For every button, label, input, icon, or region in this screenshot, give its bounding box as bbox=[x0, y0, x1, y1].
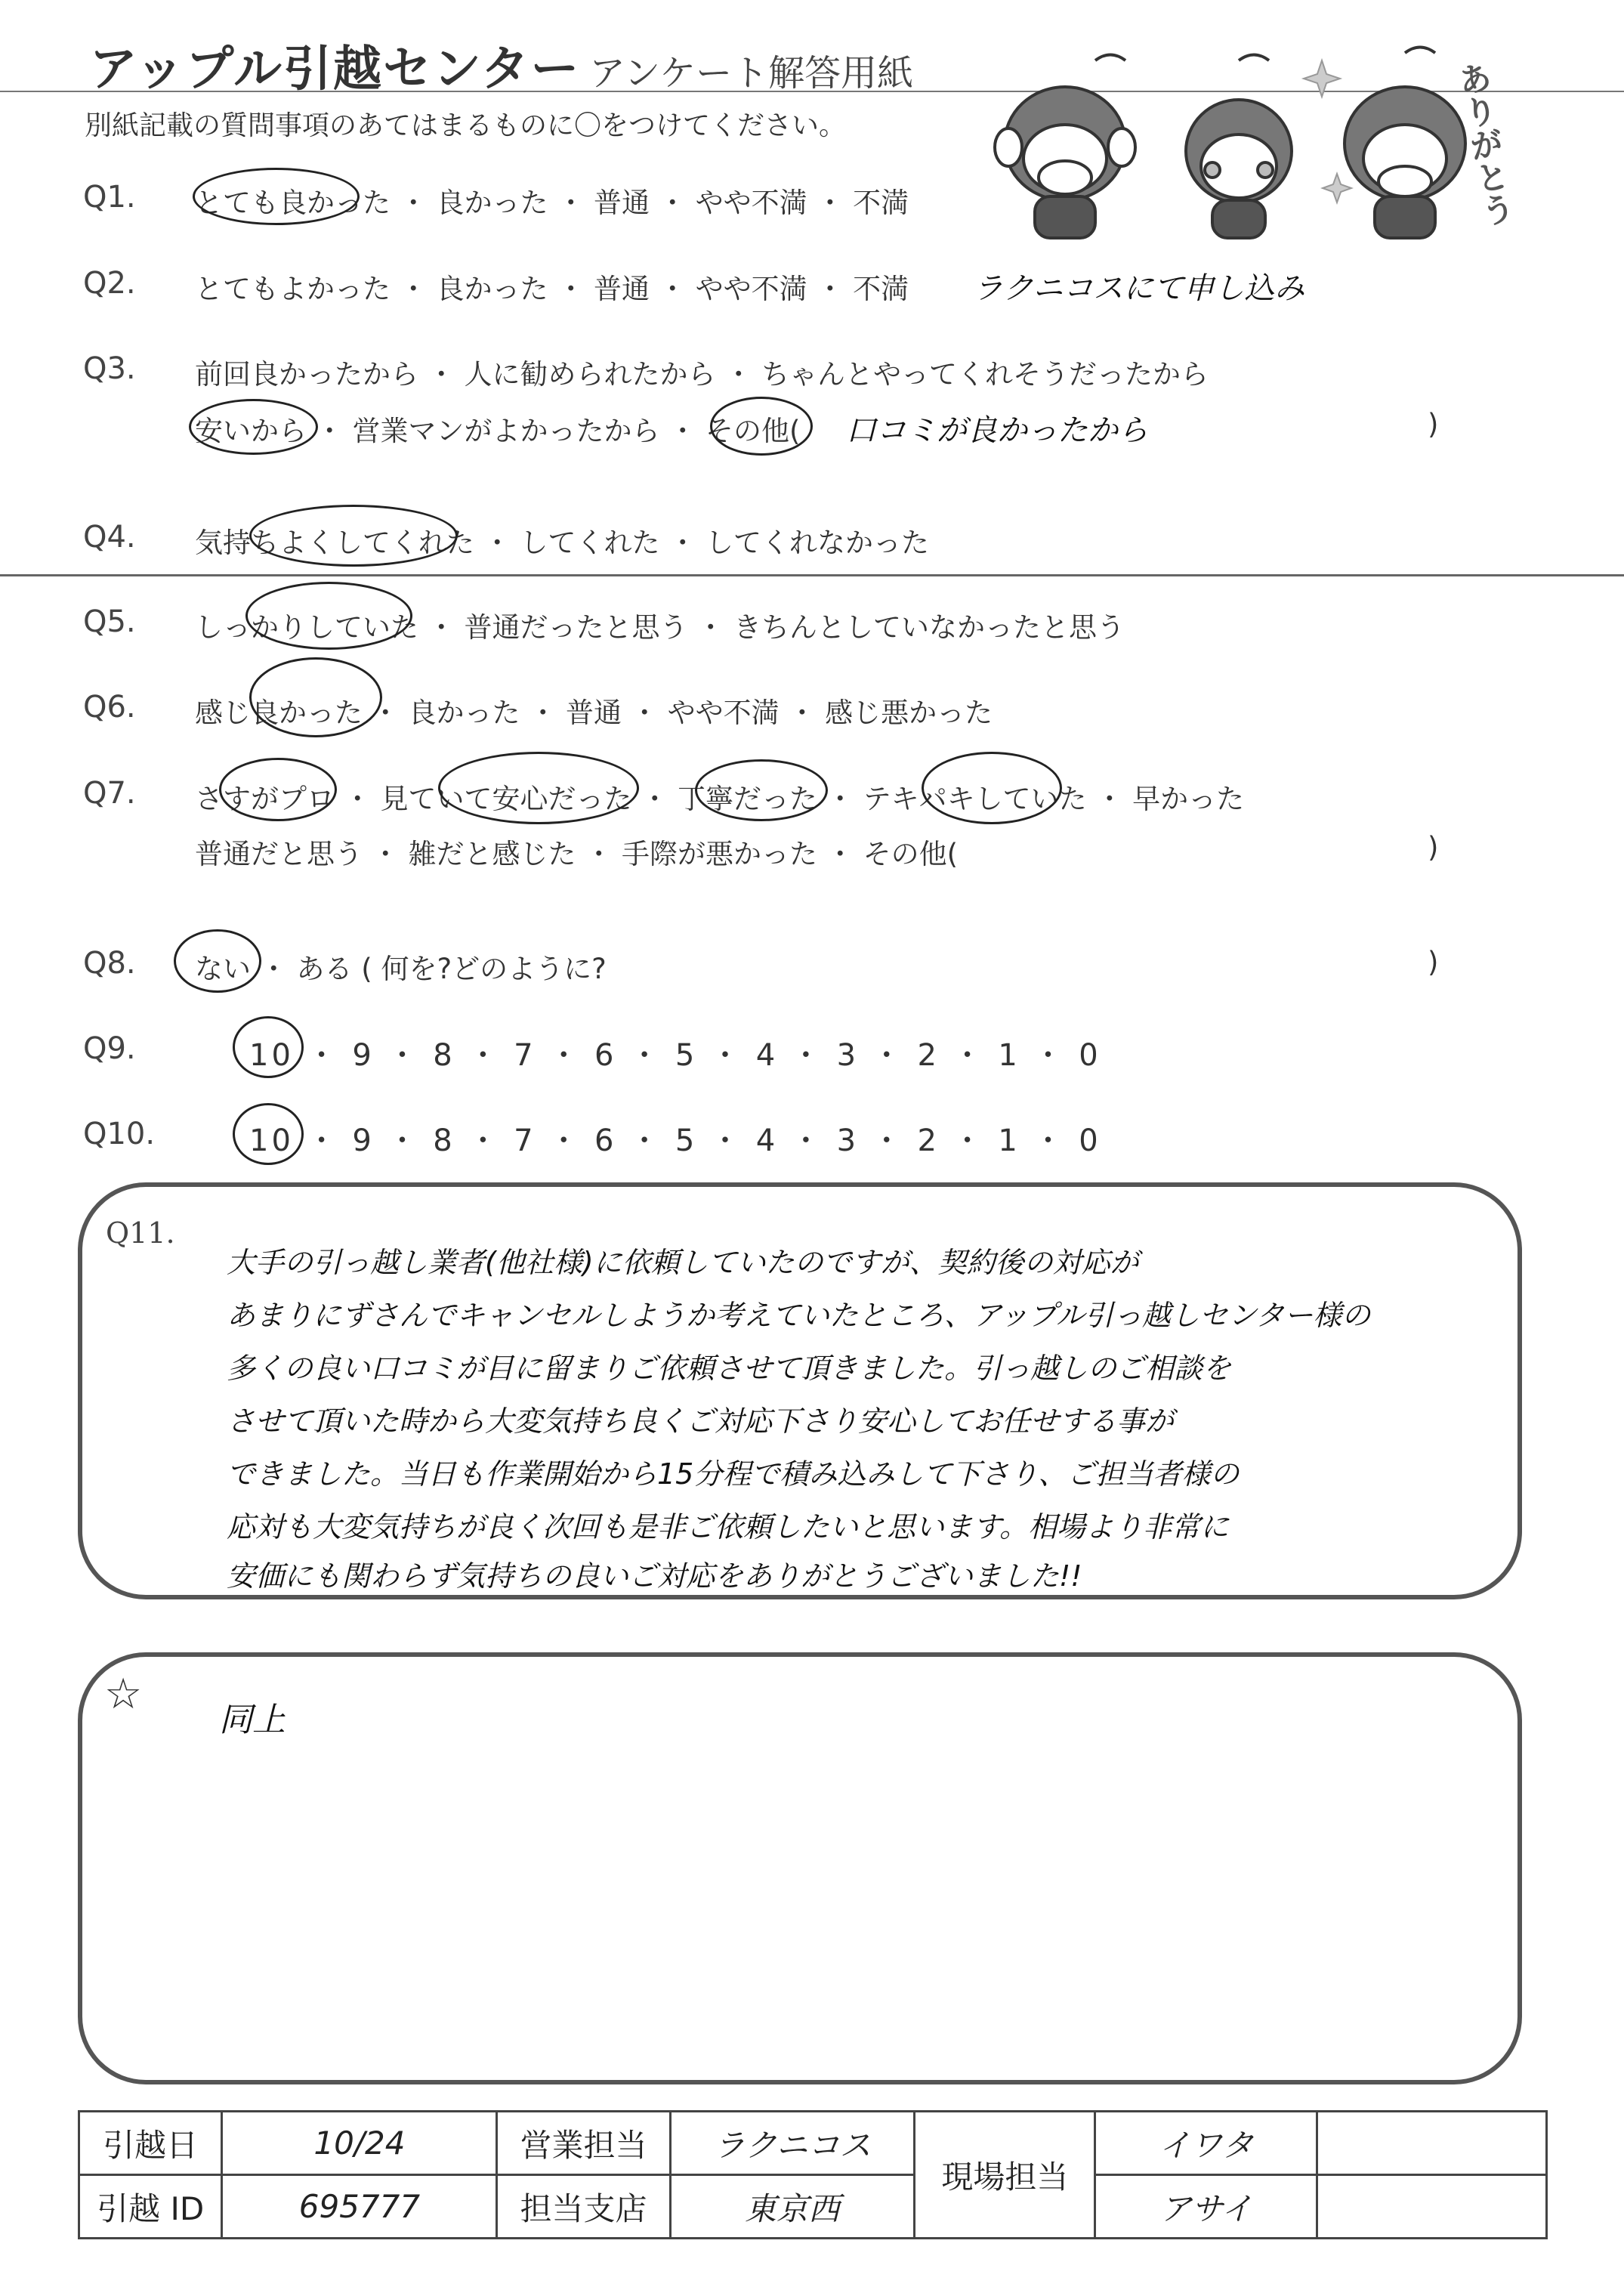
q3-close-paren: ) bbox=[1428, 408, 1439, 440]
q1-label: Q1. bbox=[83, 180, 136, 215]
q8-answer-circle bbox=[174, 929, 261, 993]
q8-close-paren: ) bbox=[1428, 946, 1439, 978]
moving-info-table bbox=[78, 2110, 1548, 2239]
q1-answer-circle bbox=[193, 168, 360, 225]
moving-id-value: 695777 bbox=[222, 2175, 497, 2239]
q4-answer-circle bbox=[249, 505, 458, 567]
q7-answer-circle-4 bbox=[922, 752, 1062, 824]
sales-rep-value: ラクニコス bbox=[670, 2112, 915, 2175]
q6-answer-circle bbox=[249, 657, 382, 737]
q8-options: ない ・ ある ( 何を?どのように? bbox=[195, 953, 607, 985]
q7-options-line2: 普通だと思う ・ 雑だと感じた ・ 手際が悪かった ・ その他( bbox=[195, 838, 959, 870]
q11-comment-line-7: 安価にも関わらず気持ちの良いご対応をありがとうございました!! bbox=[227, 1559, 1082, 1593]
q3-note: 口コミが良かったから bbox=[846, 413, 1148, 448]
q3-answer-circle-1 bbox=[189, 399, 318, 455]
q7-answer-circle-2 bbox=[438, 752, 639, 824]
q11-comment-line-2: あまりにずさんでキャンセルしようか考えていたところ、アップル引っ越しセンター様の bbox=[227, 1299, 1371, 1332]
q9-label: Q9. bbox=[83, 1031, 136, 1066]
q11-comment-line-6: 応対も大変気持ちが良く次回も是非ご依頼したいと思います。相場より非常に bbox=[227, 1510, 1229, 1544]
q3-label: Q3. bbox=[83, 351, 136, 386]
q10-answer-circle bbox=[233, 1103, 304, 1165]
instruction-text: 別紙記載の質問事項のあてはまるものに〇をつけてください。 bbox=[85, 110, 847, 141]
q5-options: しっかりしていた ・ 普通だったと思う ・ きちんとしていなかったと思う bbox=[195, 611, 1125, 644]
q7-options-line1: さすがプロ ・ 見ていて安心だった ・ 丁寧だった ・ テキパキしていた ・ 早かった bbox=[195, 783, 1245, 815]
star-comment-box bbox=[78, 1652, 1522, 2084]
site-staff-label: 現場担当 bbox=[915, 2112, 1095, 2239]
q4-options: 気持ちよくしてくれた ・ してくれた ・ してくれなかった bbox=[195, 527, 930, 559]
q5-answer-circle bbox=[245, 582, 412, 650]
q11-comment-line-1: 大手の引っ越し業者(他社様)に依頼していたのですが、契約後の対応が bbox=[227, 1246, 1139, 1279]
site-staff-value-2: アサイ bbox=[1095, 2175, 1317, 2239]
thanks-badge: ありがとう bbox=[1450, 59, 1517, 230]
company-name: アップル引越センター bbox=[89, 42, 581, 97]
moving-date-label: 引越日 bbox=[79, 2112, 222, 2175]
star-icon: ☆ bbox=[104, 1670, 143, 1719]
empty-cell-top bbox=[1317, 2112, 1547, 2175]
q11-comment-line-5: できました。当日も作業開始から15分程で積み込みして下さり、ご担当者様の bbox=[227, 1457, 1240, 1491]
q7-label: Q7. bbox=[83, 776, 136, 811]
q5-label: Q5. bbox=[83, 604, 136, 639]
q7-close-paren: ) bbox=[1428, 831, 1439, 864]
q3-options-line1: 前回良かったから ・ 人に勧められたから ・ ちゃんとやってくれそうだったから bbox=[195, 358, 1209, 391]
q11-comment-line-4: させて頂いた時から大変気持ち良くご対応下さり安心してお任せする事が bbox=[227, 1405, 1175, 1438]
q11-comment-line-3: 多くの良い口コミが目に留まりご依頼させて頂きました。引っ越しのご相談を bbox=[227, 1352, 1232, 1385]
q10-label: Q10. bbox=[83, 1117, 156, 1151]
q2-note: ラクニコスにて申し込み bbox=[973, 271, 1305, 306]
q2-label: Q2. bbox=[83, 266, 136, 301]
q2-options: とてもよかった ・ 良かった ・ 普通 ・ やや不満 ・ 不満 bbox=[195, 273, 909, 305]
branch-label: 担当支店 bbox=[497, 2175, 670, 2239]
q11-label: Q11. bbox=[106, 1216, 175, 1250]
branch-value: 東京西 bbox=[670, 2175, 915, 2239]
star-comment-text: 同上 bbox=[219, 1701, 286, 1739]
site-staff-value-1: イワタ bbox=[1095, 2112, 1317, 2175]
sales-rep-label: 営業担当 bbox=[497, 2112, 670, 2175]
q8-label: Q8. bbox=[83, 946, 136, 981]
q3-options-line2: 安いから ・ 営業マンがよかったから ・ その他( bbox=[195, 415, 801, 447]
q7-answer-circle-3 bbox=[695, 759, 828, 821]
q4-label: Q4. bbox=[83, 520, 136, 555]
q3-answer-circle-2 bbox=[710, 397, 813, 456]
q9-options: 10 ・ 9 ・ 8 ・ 7 ・ 6 ・ 5 ・ 4 ・ 3 ・ 2 ・ 1 ・ 0 bbox=[249, 1038, 1101, 1073]
moving-date-value: 10/24 bbox=[222, 2112, 497, 2175]
form-title: アンケート解答用紙 bbox=[589, 52, 914, 94]
q6-options: 感じ良かった ・ 良かった ・ 普通 ・ やや不満 ・ 感じ悪かった bbox=[195, 697, 993, 729]
q10-options: 10 ・ 9 ・ 8 ・ 7 ・ 6 ・ 5 ・ 4 ・ 3 ・ 2 ・ 1 ・ 0 bbox=[249, 1123, 1101, 1158]
q6-label: Q6. bbox=[83, 690, 136, 725]
moving-id-label: 引越 ID bbox=[79, 2175, 222, 2239]
q1-options: とても良かった ・ 良かった ・ 普通 ・ やや不満 ・ 不満 bbox=[195, 187, 909, 219]
q7-answer-circle-1 bbox=[219, 758, 337, 821]
empty-cell-bottom bbox=[1317, 2175, 1547, 2239]
monkey-mascots-illustration bbox=[982, 45, 1526, 242]
q9-answer-circle bbox=[233, 1016, 304, 1078]
